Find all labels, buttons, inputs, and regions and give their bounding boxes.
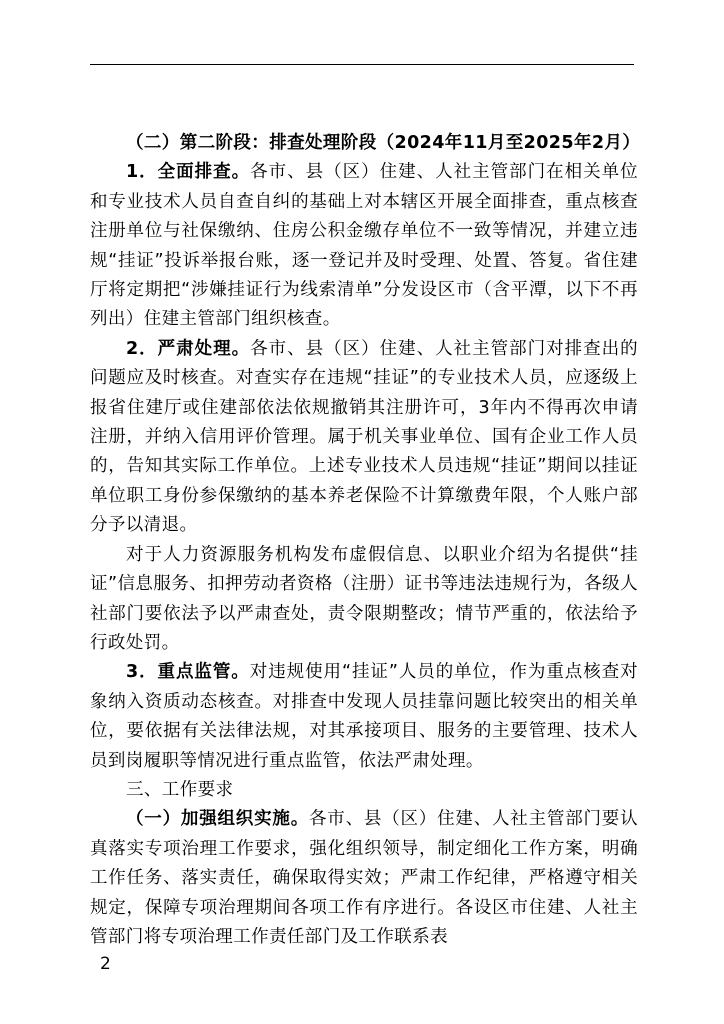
paragraph-text: 对违规使用“挂证”人员的单位，作为重点核查对象纳入资质动态核查。对排查中发现人员挂靠问题比较突出的相关单位，要依据有关法律法规，对其承接项目、服务的主要管理、技术人员到岗履职等情况进行重点监管，依法严肃处理。: [90, 662, 638, 771]
section-heading-stage-two: [90, 129, 641, 158]
paragraph-full-inspection: [90, 158, 638, 334]
header-rule: [90, 64, 634, 65]
paragraph-key-supervision: [90, 658, 638, 776]
paragraph-bold-lead: （一）加强组织实施。: [126, 809, 309, 830]
document-body: [90, 129, 641, 952]
paragraph-text: 各市、县（区）住建、人社主管部门对排查出的问题应及时核查。对查实存在违规“挂证”的专业技术人员，应逐级上报省住建厅或住建部依法依规撤销其注册许可，3年内不得再次申请注册，并纳入信用评价管理。属于机关事业单位、国有企业工作人员的，告知其实际工作单位。上述专业技术人员违规“挂证”期间以挂证单位职工身份参保缴纳的基本养老保险不计算缴费年限，个人账户部分予以清退。: [90, 338, 638, 536]
paragraph-bold-lead: 1．全面排查。: [126, 162, 251, 183]
section-heading-work-requirements: [90, 776, 638, 805]
paragraph-organization: [90, 805, 638, 952]
paragraph-text: 各市、县（区）住建、人社主管部门要认真落实专项治理工作要求，强化组织领导，制定细化工作方案，明确工作任务、落实责任，确保取得实效；严肃工作纪律，严格遵守相关规定，保障专项治理期间各项工作有序进行。各设区市住建、人社主管部门将专项治理工作责任部门及工作联系表: [90, 809, 638, 947]
paragraph-strict-handling: [90, 335, 638, 541]
paragraph-bold-lead: 3．重点监管。: [126, 662, 250, 683]
paragraph-bold-lead: （二）第二阶段：排查处理阶段（2024年11月至2025年2月）: [126, 133, 641, 153]
paragraph-text: 三、工作要求: [126, 779, 234, 800]
paragraph-hr-agencies: [90, 541, 638, 659]
paragraph-text: 各市、县（区）住建、人社主管部门在相关单位和专业技术人员自查自纠的基础上对本辖区开展全面排查，重点核查注册单位与社保缴纳、住房公积金缴存单位不一致等情况，并建立违规“挂证”投诉举报台账，逐一登记并及时受理、处置、答复。省住建厅将定期把“涉嫌挂证行为线索清单”分发设区市（含平潭，以下不再列出）住建主管部门组织核查。: [90, 162, 638, 330]
page-number: 2: [100, 954, 111, 974]
paragraph-bold-lead: 2．严肃处理。: [126, 338, 251, 359]
paragraph-text: 对于人力资源服务机构发布虚假信息、以职业介绍为名提供“挂证”信息服务、扣押劳动者资格（注册）证书等违法违规行为，各级人社部门要依法予以严肃查处，责令限期整改；情节严重的，依法给予行政处罚。: [90, 544, 638, 653]
